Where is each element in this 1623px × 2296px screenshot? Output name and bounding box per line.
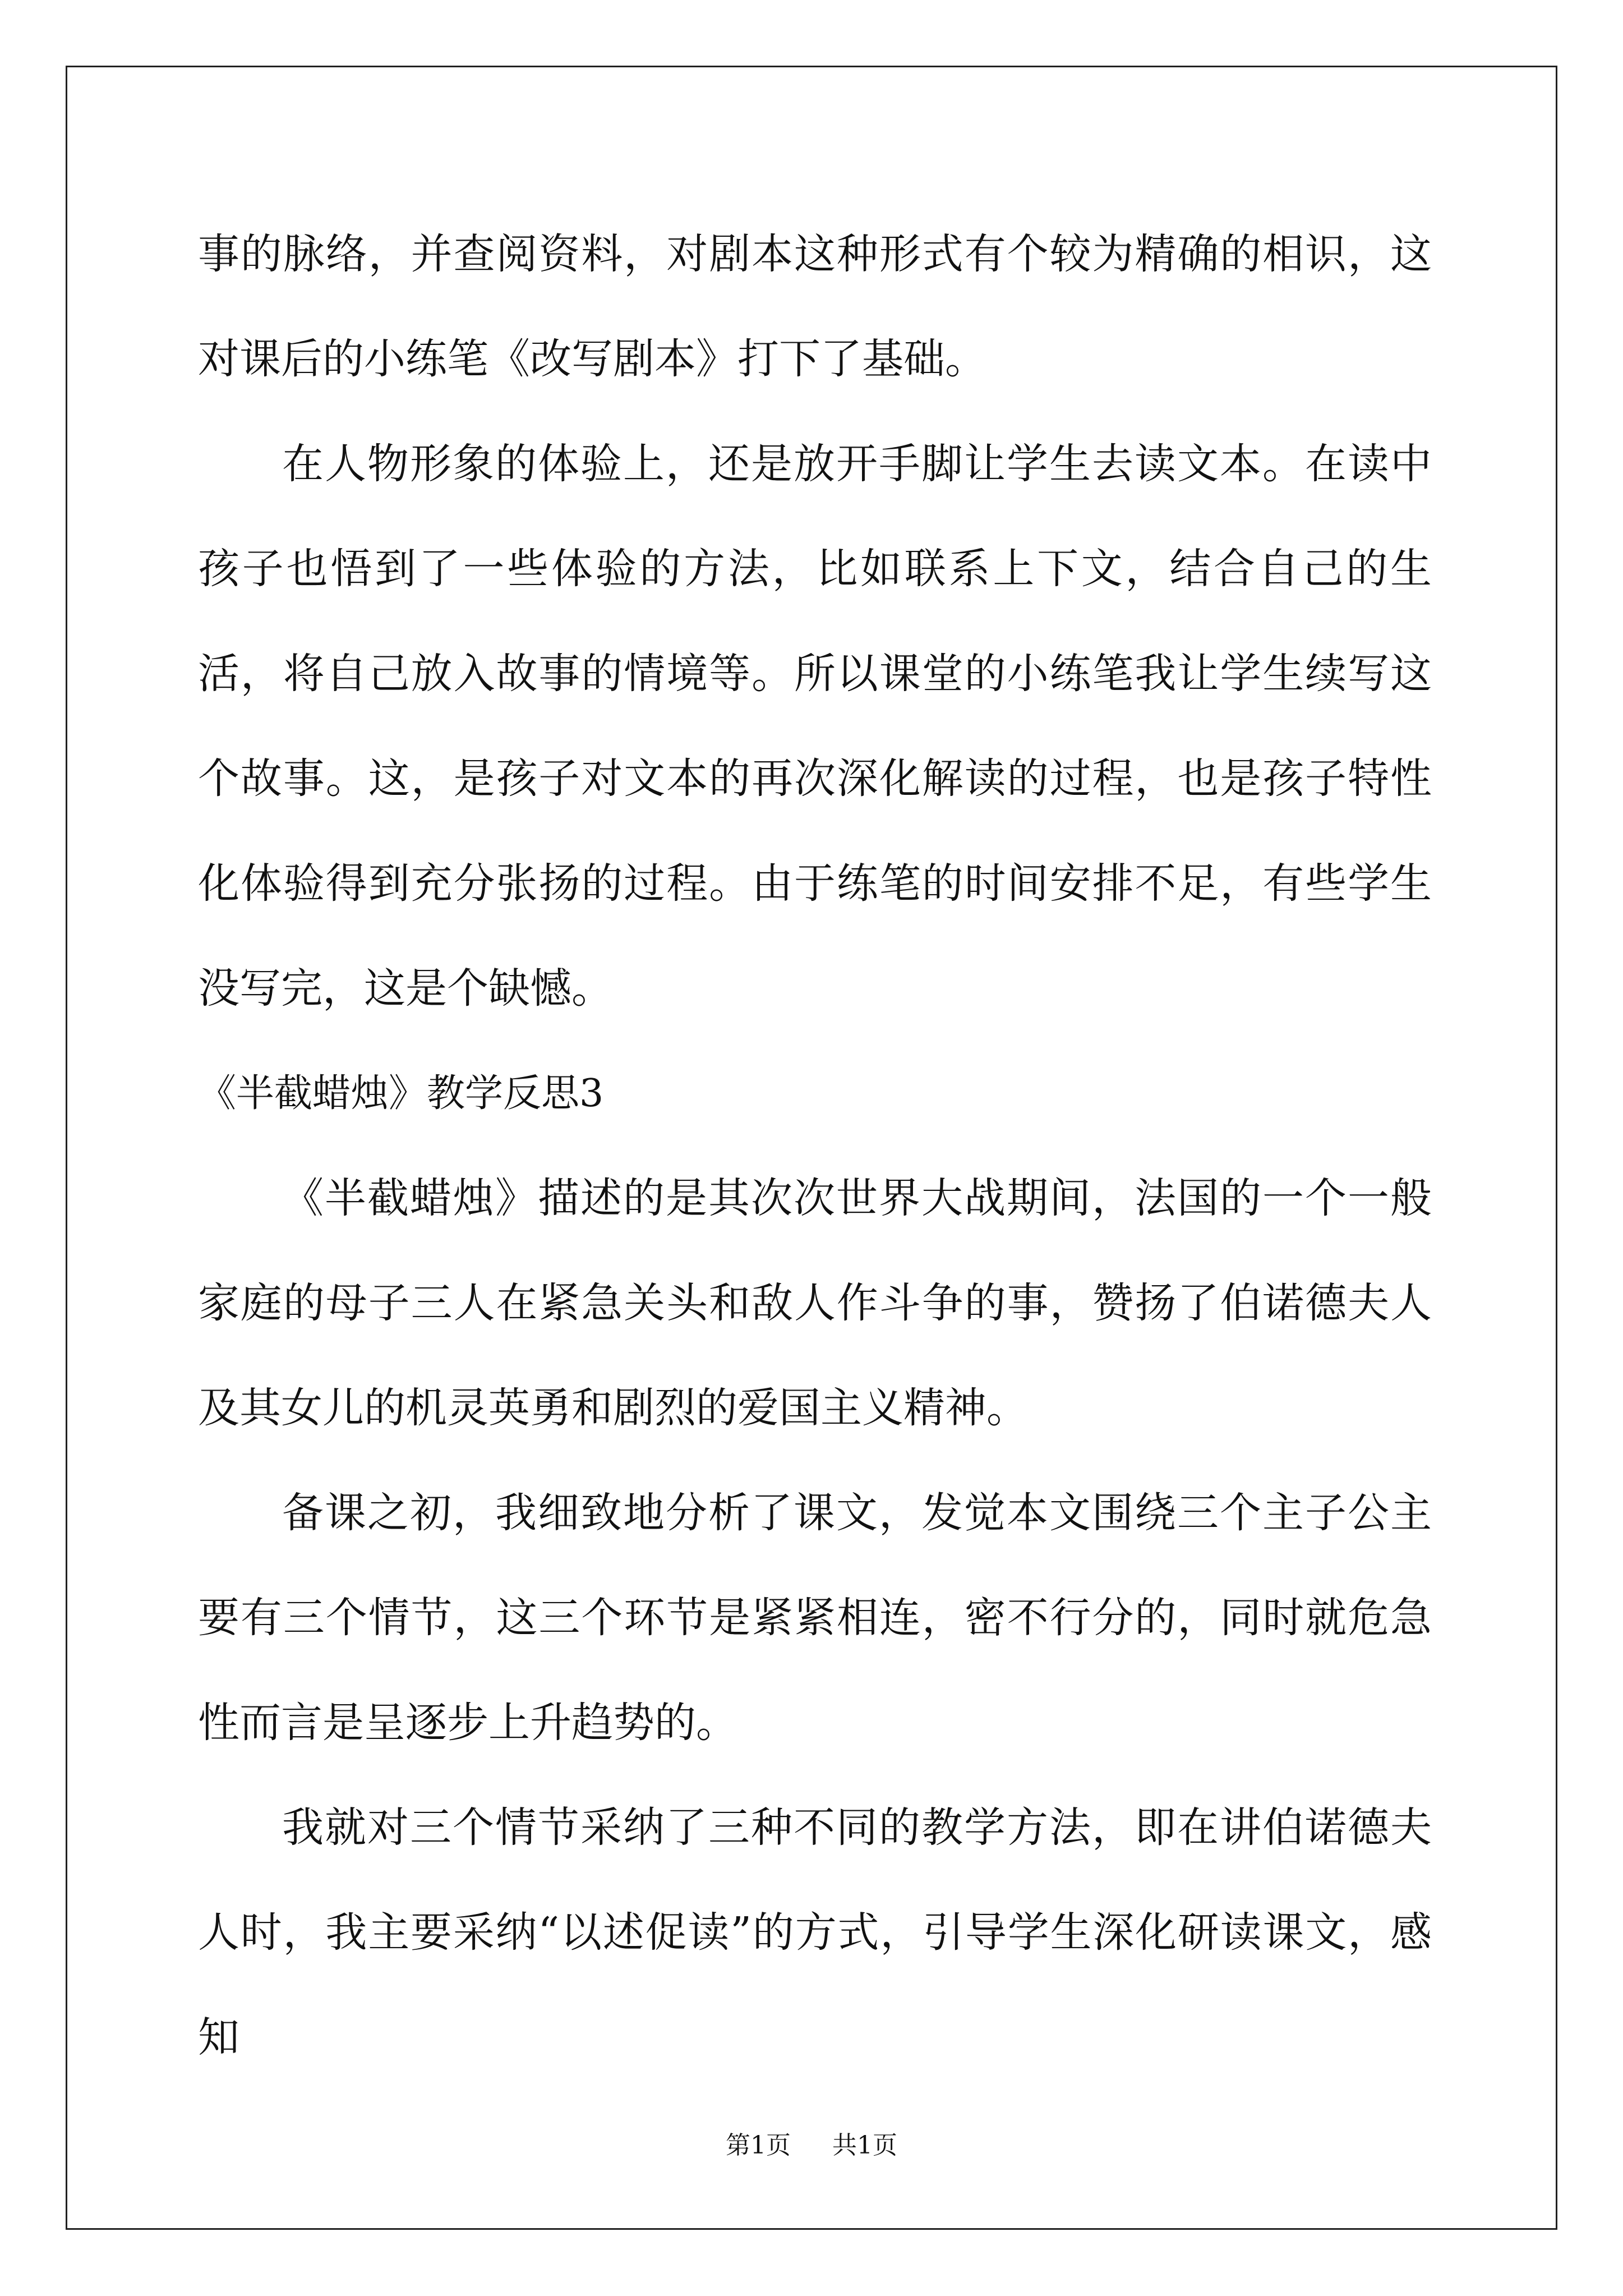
paragraph-3: 《半截蜡烛》描述的是其次次世界大战期间，法国的一个一般家庭的母子三人在紧急关头和敌人作斗争的事，赞扬了伯诺德夫人及其女儿的机灵英勇和剧烈的爱国主义精神。 [198, 1174, 1432, 1432]
paragraph-2: 在人物形象的体验上，还是放开手脚让学生去读文本。在读中孩子也悟到了一些体验的方法，比如联系上下文，结合自己的生活，将自己放入故事的情境等。所以课堂的小练笔我让学生续写这个故事。这，是孩子对文本的再次深化解读的过程，也是孩子特性化体验得到充分张扬的过程。由于练笔的时间安排不足，有些学生没写完，这是个缺憾。 [198, 440, 1432, 1013]
page-footer [0, 2129, 1623, 2162]
section-heading: 《半截蜡烛》教学反思3 [198, 1071, 604, 1116]
paragraph-5: 我就对三个情节采纳了三种不同的教学方法，即在讲伯诺德夫人时，我主要采纳“以述促读”的方式，引导学生深化研读课文，感知 [198, 1803, 1432, 2062]
page-total: 共1页 [832, 2131, 897, 2160]
paragraph-4: 备课之初，我细致地分析了课文，发觉本文围绕三个主子公主要有三个情节，这三个环节是紧紧相连，密不行分的，同时就危急性而言是呈逐步上升趋势的。 [198, 1489, 1432, 1747]
page-number: 第1页 [726, 2131, 791, 2160]
document-body [198, 202, 1432, 2090]
paragraph-1: 事的脉络，并查阅资料，对剧本这种形式有个较为精确的相识，这对课后的小练笔《改写剧本》打下了基础。 [198, 230, 1432, 383]
